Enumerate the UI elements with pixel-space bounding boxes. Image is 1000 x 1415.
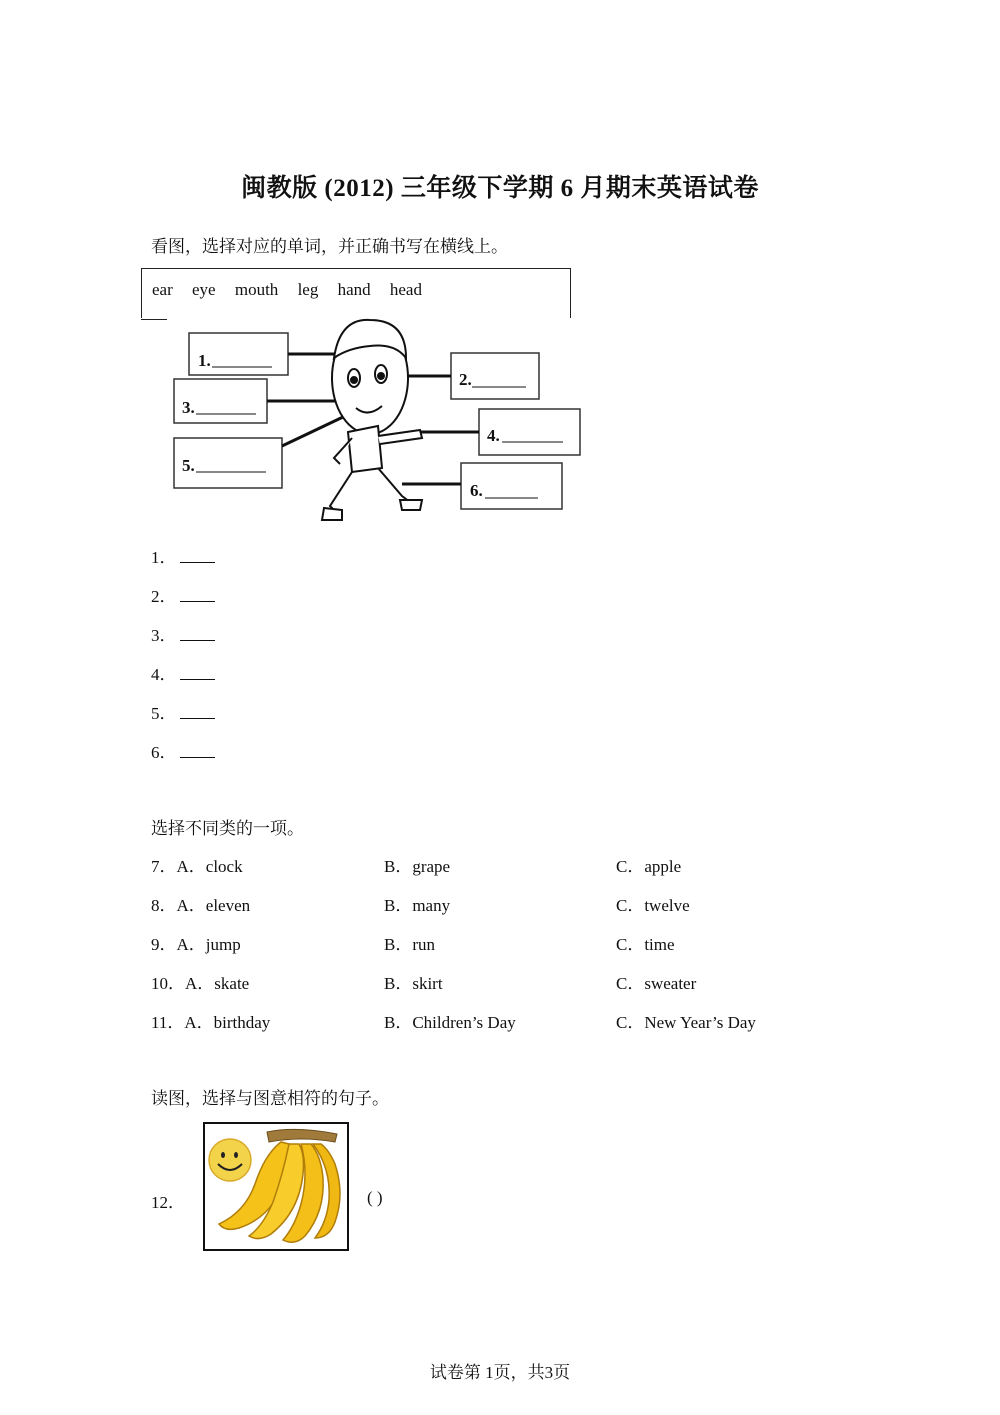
figure-label-3: 3. [182, 398, 195, 417]
answer-line-2: 2． [151, 582, 215, 607]
answer-blank-4[interactable] [180, 665, 215, 680]
question-10-option-c: C．sweater [616, 974, 697, 993]
question-7-option-c: C．apple [616, 857, 682, 876]
page-footer: 试卷第 1页，共3页 [429, 1363, 571, 1382]
question-7-option-a: 7．A．clock [151, 857, 243, 876]
word-hand: hand [337, 280, 371, 299]
question-8-option-c: C．twelve [616, 896, 690, 915]
question-8-option-b: B．many [384, 896, 451, 915]
word-bank-box [141, 268, 571, 318]
question-7-option-b: B．grape [384, 857, 451, 876]
section2-instruction: 选择不同类的一项。 [151, 819, 304, 838]
answer-line-5: 5． [151, 699, 215, 724]
bananas-picture [203, 1122, 349, 1251]
question-10-option-b: B．skirt [384, 974, 443, 993]
smiley-icon [209, 1139, 251, 1181]
answer-line-3: 3． [151, 621, 215, 646]
question-12-answer-paren[interactable]: ( ) [367, 1188, 383, 1207]
word-mouth: mouth [234, 280, 279, 299]
answer-blank-2[interactable] [180, 587, 215, 602]
question-9-option-c: C．time [616, 935, 675, 954]
word-eye: eye [192, 280, 216, 299]
question-9-option-b: B．run [384, 935, 435, 954]
body-parts-figure [170, 318, 585, 528]
figure-label-6: 6. [470, 481, 483, 500]
word-head: head [389, 280, 422, 299]
question-11-option-a: 11．A．birthday [151, 1013, 271, 1032]
section3-instruction: 读图，选择与图意相符的句子。 [151, 1089, 389, 1108]
question-11-option-c: C．New Year’s Day [616, 1013, 756, 1032]
answer-blank-5[interactable] [180, 704, 215, 719]
answer-line-6: 6． [151, 738, 215, 763]
question-12-number: 12． [151, 1193, 185, 1212]
section1-instruction: 看图，选择对应的单词，并正确书写在横线上。 [151, 237, 508, 256]
answer-blank-1[interactable] [180, 548, 215, 563]
question-8-option-a: 8．A．eleven [151, 896, 251, 915]
figure-label-4: 4. [487, 426, 500, 445]
answer-blank-3[interactable] [180, 626, 215, 641]
question-10-option-a: 10．A．skate [151, 974, 250, 993]
question-9-option-a: 9．A．jump [151, 935, 241, 954]
figure-label-5: 5. [182, 456, 195, 475]
answer-line-4: 4． [151, 660, 215, 685]
word-leg: leg [297, 280, 319, 299]
figure-label-2: 2. [459, 370, 472, 389]
word-bank [152, 280, 437, 300]
question-11-option-b: B．Children’s Day [384, 1013, 516, 1032]
answer-blank-6[interactable] [180, 743, 215, 758]
page-title: 闽教版 (2012) 三年级下学期 6 月期末英语试卷 [241, 175, 759, 202]
box-corner-line [141, 319, 167, 320]
figure-label-1: 1. [198, 351, 211, 370]
answer-line-1: 1． [151, 543, 215, 568]
word-ear: ear [152, 280, 173, 299]
